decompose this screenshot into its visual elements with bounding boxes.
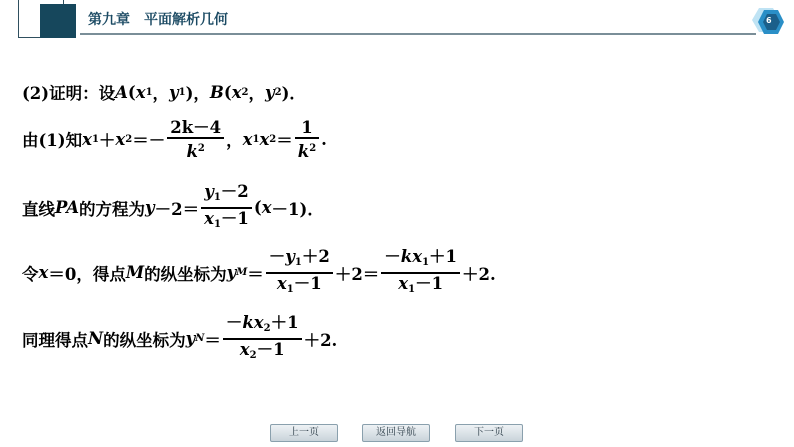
proof-line-4: 令 x ＝0，得点 M 的纵坐标为 y M ＝ $\frac{-y_1+2}{x_1-1}$ ＋2＝ $\frac{-kx_1+1}{x_1-1}$ ＋2. — [22, 247, 496, 299]
fraction-sum: $\frac{2k-4}{k^2}$ — [167, 118, 224, 161]
header-divider — [80, 33, 756, 35]
proof-line-3: 直线 PA 的方程为 y －2＝ $\frac{y_1-2}{x_1-1}$ ( x －1)． — [22, 182, 324, 234]
fraction-slope: $\frac{y_1-2}{x_1-1}$ — [201, 182, 252, 234]
header-decor-block — [40, 4, 76, 38]
proof-line-5: 同理得点 N 的纵坐标为 y N ＝ $\frac{-kx_2+1}{x_2-1}$ ＋2. — [22, 313, 337, 365]
page-number: 6 — [766, 16, 772, 25]
back-to-nav-button[interactable]: 返回导航 — [362, 424, 430, 442]
fraction-ym-1: $\frac{-y_1+2}{x_1-1}$ — [266, 247, 333, 299]
proof-line-1: (2)证明：设 A ( x 1 ， y 1 )， B ( x 2 ， y 2 )． — [22, 82, 306, 103]
prev-page-button[interactable]: 上一页 — [270, 424, 338, 442]
fraction-ym-2: $\frac{-kx_1+1}{x_1-1}$ — [381, 247, 460, 299]
proof-line-2: 由(1)知 x 1 ＋ x 2 ＝－ $\frac{2k-4}{k^2}$ ， x 1 x 2 ＝ $\frac{1}{k^2}$ . — [22, 118, 327, 161]
next-page-button[interactable]: 下一页 — [455, 424, 523, 442]
chapter-title: 第九章 平面解析几何 — [88, 12, 228, 28]
fraction-product: $\frac{1}{k^2}$ — [295, 118, 319, 161]
fraction-yn: $\frac{-kx_2+1}{x_2-1}$ — [223, 313, 302, 365]
